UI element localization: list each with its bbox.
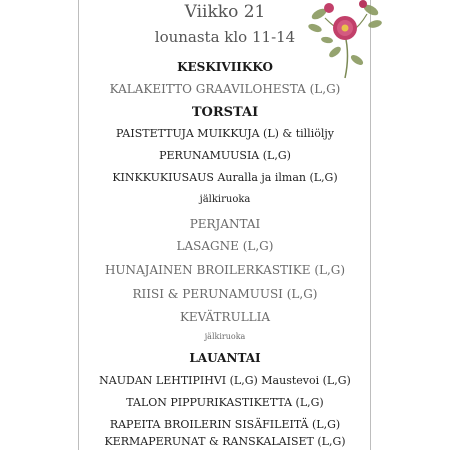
day-saturday: LAUANTAI [189, 351, 261, 365]
menu-item: KEVÄTRULLIA [179, 310, 271, 324]
lunch-time: lounasta klo 11-14 [154, 28, 296, 46]
week-title: Viikko 21 [184, 2, 266, 22]
menu-item: RIISI & PERUNAMUUSI (L,G) [132, 287, 318, 301]
day-wednesday: KESKIVIIKKO [177, 60, 273, 74]
dessert-label: jälkiruoka [199, 194, 251, 205]
day-friday: PERJANTAI [189, 217, 261, 231]
menu-item: NAUDAN LEHTIPIHVI (L,G) Maustevoi (L,G) [99, 374, 351, 387]
menu-item: KERMAPERUNAT & RANSKALAISET (L,G) [104, 435, 346, 448]
menu-item: KALAKEITTO GRAAVILOHESTA (L,G) [109, 82, 341, 96]
menu-item: KINKKUKIUSAUS Auralla ja ilman (L,G) [112, 171, 338, 184]
menu-item: RAPEITA BROILERIN SISÄFILEITÄ (L,G) [109, 418, 341, 431]
page-border-left [78, 0, 79, 450]
menu-item: HUNAJAINEN BROILERKASTIKE (L,G) [104, 263, 346, 277]
menu-item: PERUNAMUUSIA (L,G) [159, 149, 291, 162]
dessert-label: jälkiruoka [204, 332, 246, 341]
day-thursday: TORSTAI [191, 105, 259, 120]
menu-item: PAISTETTUJA MUIKKUJA (L) & tilliöljy [116, 127, 334, 140]
menu-item: LASAGNE (L,G) [176, 239, 274, 253]
menu-item: TALON PIPPURIKASTIKETTA (L,G) [126, 396, 324, 409]
